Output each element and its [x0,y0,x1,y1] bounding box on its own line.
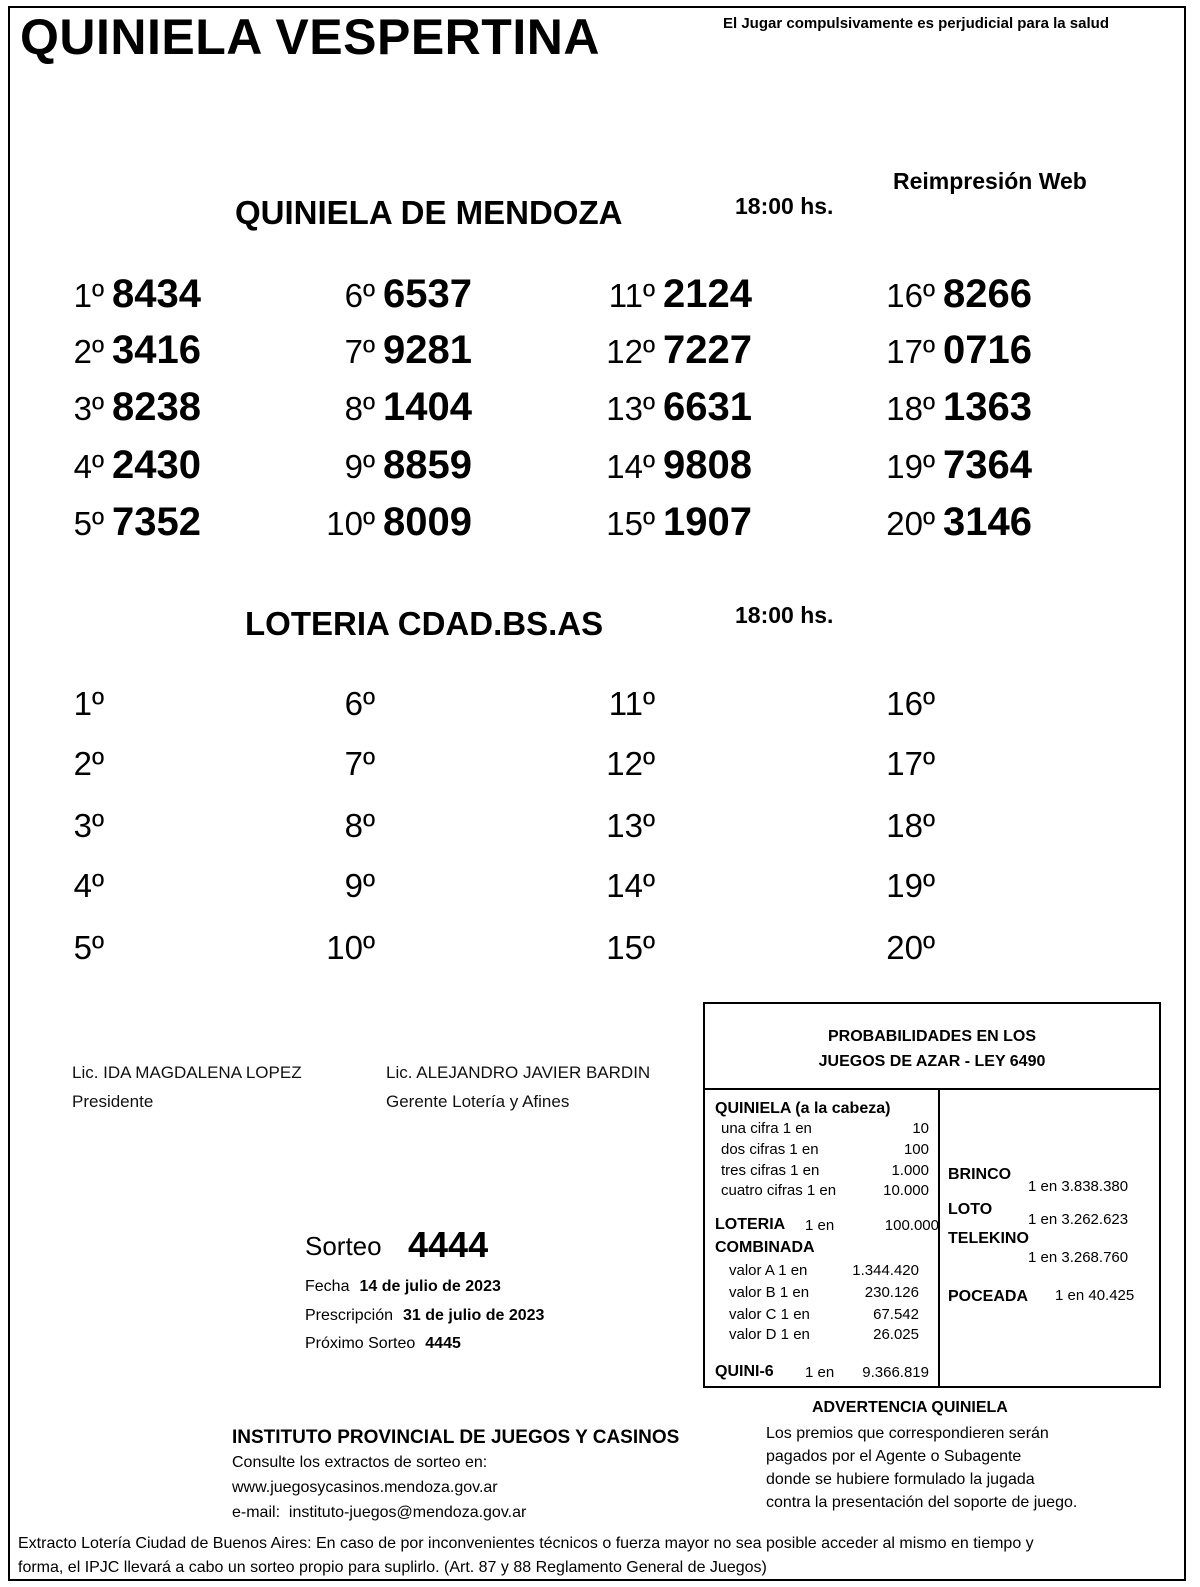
result-position: 16º [886,277,935,314]
institute-contact [232,1450,526,1525]
poceada-label: POCEADA [948,1288,1029,1305]
odds-label: valor B 1 en [729,1284,810,1301]
quiniela-odds-title: QUINIELA (a la cabeza) [715,1100,891,1117]
result-position: 14º [606,867,655,904]
result-position: 16º [886,685,935,722]
institute-name: INSTITUTO PROVINCIAL DE JUEGOS Y CASINOS [232,1427,680,1448]
result-position: 14º [606,448,655,485]
signature-name: Lic. ALEJANDRO JAVIER BARDIN [386,1063,651,1082]
result-position: 7º [344,745,375,782]
result-position: 15º [606,929,655,966]
result-position: 11º [608,277,655,314]
result-position: 11º [608,685,655,722]
result-position: 9º [344,867,375,904]
probabilities-header [705,1004,1159,1090]
fecha-line [305,1278,501,1296]
result-number: 0716 [943,328,1032,372]
advertencia-line: Los premios que correspondieren serán [766,1425,1049,1442]
result-number: 8009 [383,500,472,544]
result-position: 12º [606,745,655,782]
odds-value: 1.000 [891,1162,929,1179]
result-position: 3º [73,390,104,427]
result-number: 2430 [112,443,201,487]
result-number: 8434 [112,272,201,316]
result-position: 8º [344,390,375,427]
quini6-odds-value: 9.366.819 [862,1364,929,1381]
institute-email[interactable]: instituto-juegos@mendoza.gov.ar [288,1504,527,1521]
loteria-odds-value: 100.000 [884,1217,939,1234]
result-item [825,385,1155,430]
probabilities-box [703,1002,1161,1388]
odds-value: 26.025 [873,1326,919,1343]
telekino-label: TELEKINO [948,1230,1029,1247]
result-number: 8859 [383,443,472,487]
result-position: 19º [886,448,935,485]
prescripcion-line [305,1307,544,1325]
combinada-title: COMBINADA [715,1239,815,1256]
result-position: 6º [344,277,375,314]
probabilities-title-2: JUEGOS DE AZAR - LEY 6490 [818,1053,1046,1070]
email-label: e-mail: [232,1504,281,1521]
result-position: 1º [73,277,104,314]
result-number: 6537 [383,272,472,316]
advertencia-line: donde se hubiere formulado la jugada [766,1471,1035,1488]
result-position: 7º [344,333,375,370]
advertencia-line: contra la presentación del soporte de juego. [766,1494,1078,1511]
odds-label: tres cifras 1 en [721,1162,820,1179]
signature-president [72,1058,302,1116]
fecha-label: Fecha [305,1278,350,1295]
result-number: 8238 [112,385,201,429]
institute-email-line [232,1500,526,1525]
result-position: 3º [73,807,104,844]
result-number: 3416 [112,328,201,372]
result-number: 1907 [663,500,752,544]
footer-line-1: Extracto Lotería Ciudad de Buenos Aires: En caso de por inconvenientes técnicos o fuerza mayor no sea posible acceder al mismo en tiempo y [18,1535,1034,1552]
quini6-odds-text: 1 en [805,1364,835,1381]
result-item [825,500,1155,545]
signature-name: Lic. IDA MAGDALENA LOPEZ [72,1063,302,1082]
probabilities-title-1: PROBABILIDADES EN LOS [827,1028,1036,1045]
page-title: QUINIELA VESPERTINA [20,9,600,65]
result-position: 5º [73,929,104,966]
advertencia-line: pagados por el Agente o Subagente [766,1448,1022,1465]
result-position: 17º [886,333,935,370]
odds-value: 67.542 [873,1306,919,1323]
advertencia-body [766,1422,1077,1514]
result-item [825,443,1155,488]
result-position: 13º [606,390,655,427]
result-item [825,328,1155,373]
odds-value: 10 [912,1120,929,1137]
telekino-value: 1 en 3.268.760 [1028,1249,1129,1266]
odds-value: 230.126 [864,1284,919,1301]
poceada-value: 1 en 40.425 [1055,1287,1135,1304]
brinco-value: 1 en 3.838.380 [1028,1178,1129,1195]
mendoza-time: 18:00 hs. [735,193,834,219]
result-position: 4º [73,867,104,904]
odds-value: 1.344.420 [852,1262,919,1279]
result-position: 6º [344,685,375,722]
odds-value: 10.000 [883,1182,929,1199]
result-position: 20º [886,505,935,542]
odds-label: valor C 1 en [729,1306,810,1323]
health-warning: El Jugar compulsivamente es perjudicial para la salud [723,15,1109,32]
result-number: 3146 [943,500,1032,544]
institute-consult: Consulte los extractos de sorteo en: [232,1454,488,1471]
loteria-odds-label: LOTERIA [715,1216,786,1233]
institute-website[interactable]: www.juegosycasinos.mendoza.gov.ar [232,1479,498,1496]
result-position: 1º [73,685,104,722]
sorteo-label: Sorteo [305,1231,382,1261]
odds-label: una cifra 1 en [721,1120,812,1137]
result-number: 8266 [943,272,1032,316]
result-position: 8º [344,807,375,844]
prescripcion-label: Prescripción [305,1307,394,1324]
result-position: 18º [886,390,935,427]
signature-role: Presidente [72,1092,154,1111]
result-position: 13º [606,807,655,844]
proximo-value: 4445 [425,1335,461,1352]
odds-label: dos cifras 1 en [721,1141,819,1158]
result-position: 18º [886,807,935,844]
result-number: 6631 [663,385,752,429]
quini6-label: QUINI-6 [715,1363,774,1380]
odds-label: valor A 1 en [729,1262,808,1279]
result-number: 1363 [943,385,1032,429]
result-number: 7352 [112,500,201,544]
result-position: 15º [606,505,655,542]
result-number: 2124 [663,272,752,316]
result-number: 9281 [383,328,472,372]
signature-role: Gerente Lotería y Afines [386,1092,570,1111]
result-number: 1404 [383,385,472,429]
result-position: 2º [73,745,104,782]
result-number: 7364 [943,443,1032,487]
result-position: 5º [73,505,104,542]
loto-value: 1 en 3.262.623 [1028,1211,1129,1228]
prescripcion-value: 31 de julio de 2023 [403,1307,545,1324]
signature-manager [386,1058,650,1116]
brinco-label: BRINCO [948,1166,1012,1183]
result-position: 20º [886,929,935,966]
result-position: 10º [326,929,375,966]
result-item [825,272,1155,317]
odds-label: cuatro cifras 1 en [721,1182,837,1199]
result-position: 17º [886,745,935,782]
fecha-value: 14 de julio de 2023 [359,1278,501,1295]
result-position: 10º [326,505,375,542]
sorteo-number: 4444 [408,1224,489,1265]
footer-note [18,1532,1034,1580]
loteria-time: 18:00 hs. [735,602,834,628]
advertencia-title: ADVERTENCIA QUINIELA [812,1399,1008,1416]
proximo-label: Próximo Sorteo [305,1335,416,1352]
result-position: 2º [73,333,104,370]
result-position: 9º [344,448,375,485]
result-number: 9808 [663,443,752,487]
column-divider [938,1090,940,1386]
footer-line-2: forma, el IPJC llevará a cabo un sorteo propio para suplirlo. (Art. 87 y 88 Reglamento General de Juegos) [18,1559,767,1576]
loteria-title: LOTERIA CDAD.BS.AS [245,605,604,642]
result-position: 12º [606,333,655,370]
proximo-line [305,1335,461,1353]
loto-label: LOTO [948,1201,993,1218]
result-position: 4º [73,448,104,485]
loteria-odds-text: 1 en [805,1217,835,1234]
mendoza-title: QUINIELA DE MENDOZA [235,194,623,231]
result-position: 19º [886,867,935,904]
odds-label: valor D 1 en [729,1326,810,1343]
reprint-label: Reimpresión Web [893,168,1087,194]
odds-value: 100 [903,1141,929,1158]
result-number: 7227 [663,328,752,372]
